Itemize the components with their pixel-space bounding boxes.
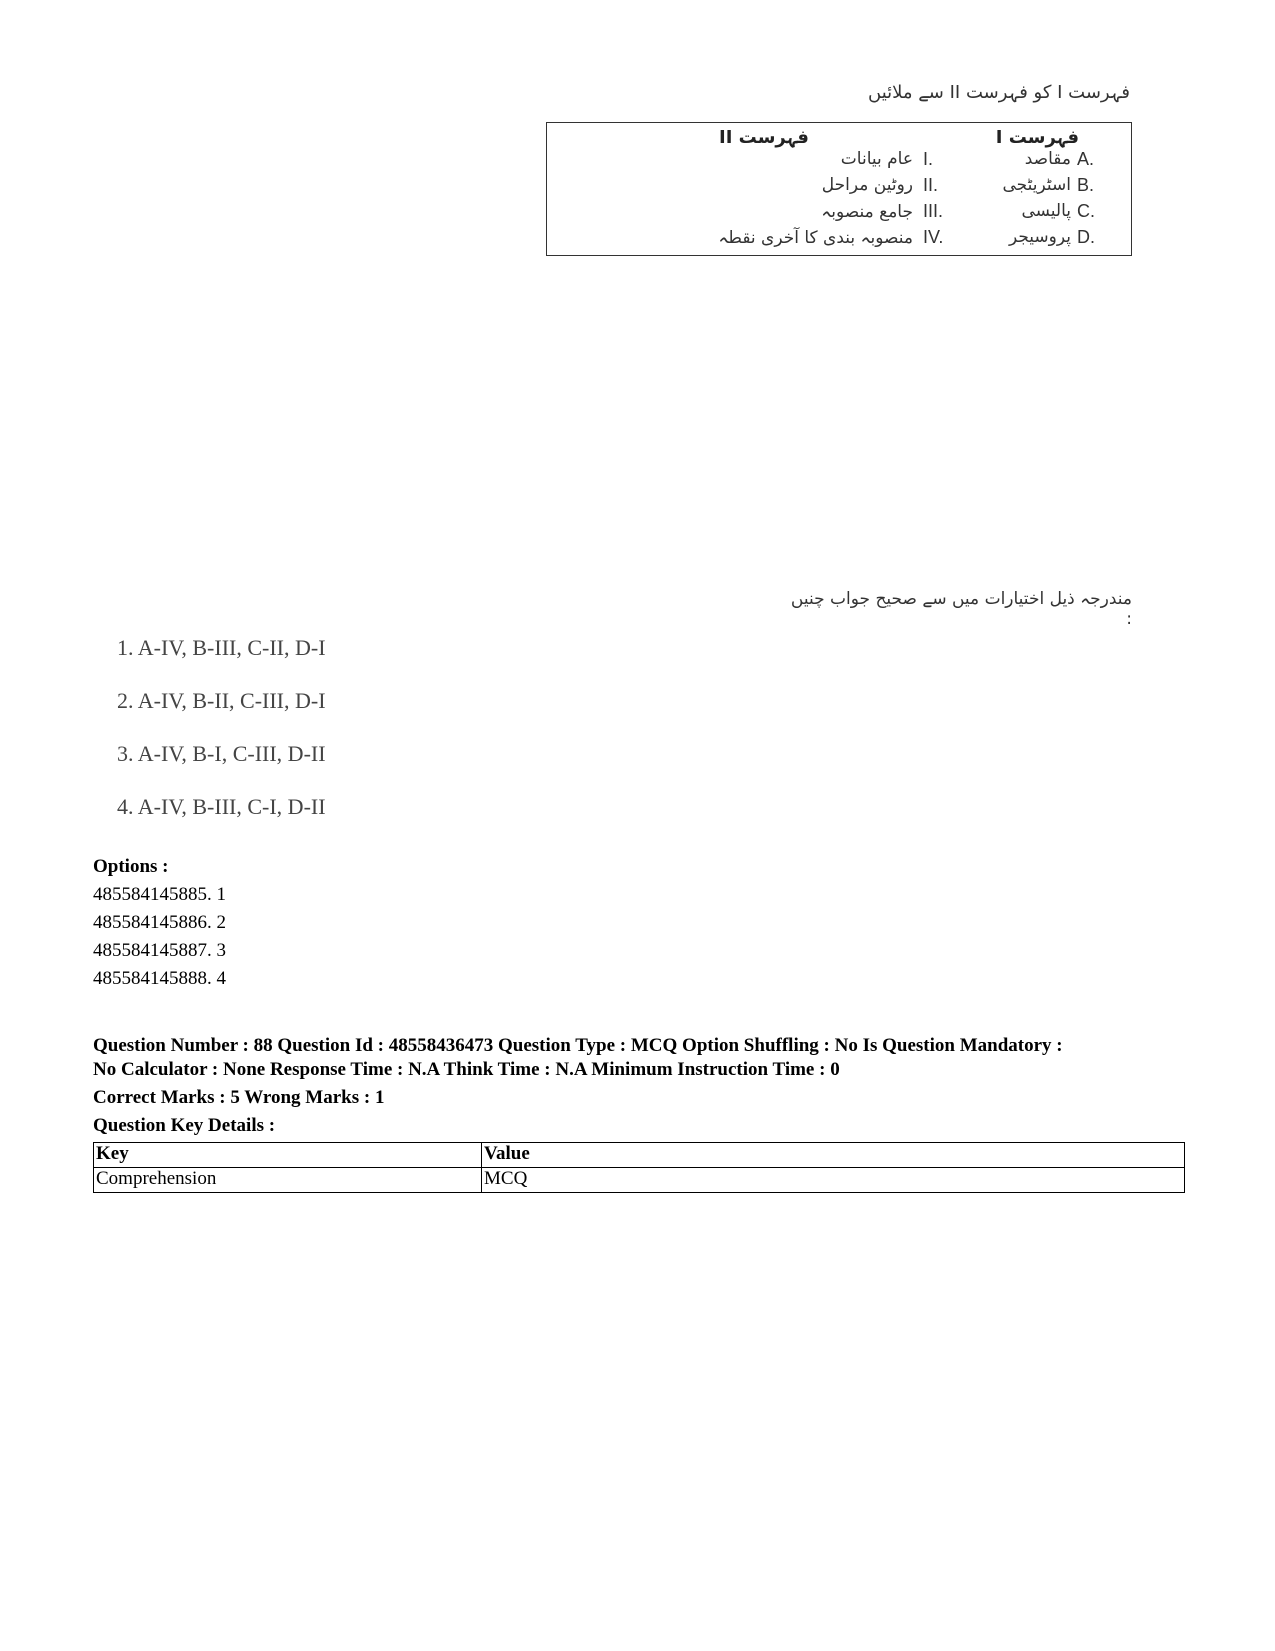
meta-line-1: Question Number : 88 Question Id : 48558436473 Question Type : MCQ Option Shuffling : No Is Question Mandatory : <box>93 1035 1063 1056</box>
question-instruction: فہرست I کو فہرست II سے ملائیں <box>868 82 1130 103</box>
match-list-table <box>546 122 1132 256</box>
answer-choices <box>117 635 326 847</box>
answer-choice-3: 3. A-IV, B-I, C-III, D-II <box>117 741 326 766</box>
table-row <box>94 1168 1185 1193</box>
table-header-row <box>94 1143 1185 1168</box>
list-2-item: روٹین مراحل <box>821 175 913 195</box>
list-2-item: عام بیانات <box>840 149 913 169</box>
list-1-item: پروسیجر <box>1008 227 1071 247</box>
option-id-1: 485584145885. 1 <box>93 884 226 905</box>
list-1-item: مقاصد <box>1024 149 1071 169</box>
list-2-label: I. <box>923 149 934 169</box>
answer-choice-1: 1. A-IV, B-III, C-II, D-I <box>117 635 326 660</box>
list-1-heading: فہرست I <box>995 127 1079 148</box>
option-id-3: 485584145887. 3 <box>93 940 226 961</box>
list-1-label: D. <box>1077 227 1095 247</box>
match-row <box>547 201 1131 225</box>
list-2-item: منصوبہ بندی کا آخری نقطہ <box>718 228 913 248</box>
list-1-label: B. <box>1077 175 1095 195</box>
value-cell: MCQ <box>482 1168 1185 1193</box>
list-2-item: جامع منصوبہ <box>821 202 913 222</box>
key-header: Key <box>94 1143 482 1168</box>
list-2-label: II. <box>923 175 939 195</box>
match-row <box>547 227 1131 251</box>
option-id-2: 485584145886. 2 <box>93 912 226 933</box>
list-1-label: A. <box>1077 149 1095 169</box>
answer-choice-4: 4. A-IV, B-III, C-I, D-II <box>117 794 326 819</box>
list-1-label: C. <box>1077 201 1095 221</box>
key-details-table <box>93 1142 1185 1193</box>
list-2-label: IV. <box>923 227 944 247</box>
list-2-heading: فہرست II <box>719 127 809 148</box>
key-cell: Comprehension <box>94 1168 482 1193</box>
key-details-heading: Question Key Details : <box>93 1115 276 1136</box>
marks-line: Correct Marks : 5 Wrong Marks : 1 <box>93 1087 385 1108</box>
options-section <box>93 853 226 993</box>
list-1-item: اسٹریٹجی <box>1002 175 1071 195</box>
match-row <box>547 149 1131 173</box>
value-header: Value <box>482 1143 1185 1168</box>
choose-instruction: مندرجہ ذیل اختیارات میں سے صحیح جواب چنیں : <box>790 589 1132 629</box>
list-2-label: III. <box>923 201 944 221</box>
meta-line-2: No Calculator : None Response Time : N.A Think Time : N.A Minimum Instruction Time : 0 <box>93 1059 840 1080</box>
answer-choice-2: 2. A-IV, B-II, C-III, D-I <box>117 688 326 713</box>
option-id-4: 485584145888. 4 <box>93 968 226 989</box>
match-row <box>547 175 1131 199</box>
options-heading: Options : <box>93 856 169 877</box>
question-meta <box>93 1034 1203 1138</box>
list-1-item: پالیسی <box>1021 201 1071 221</box>
